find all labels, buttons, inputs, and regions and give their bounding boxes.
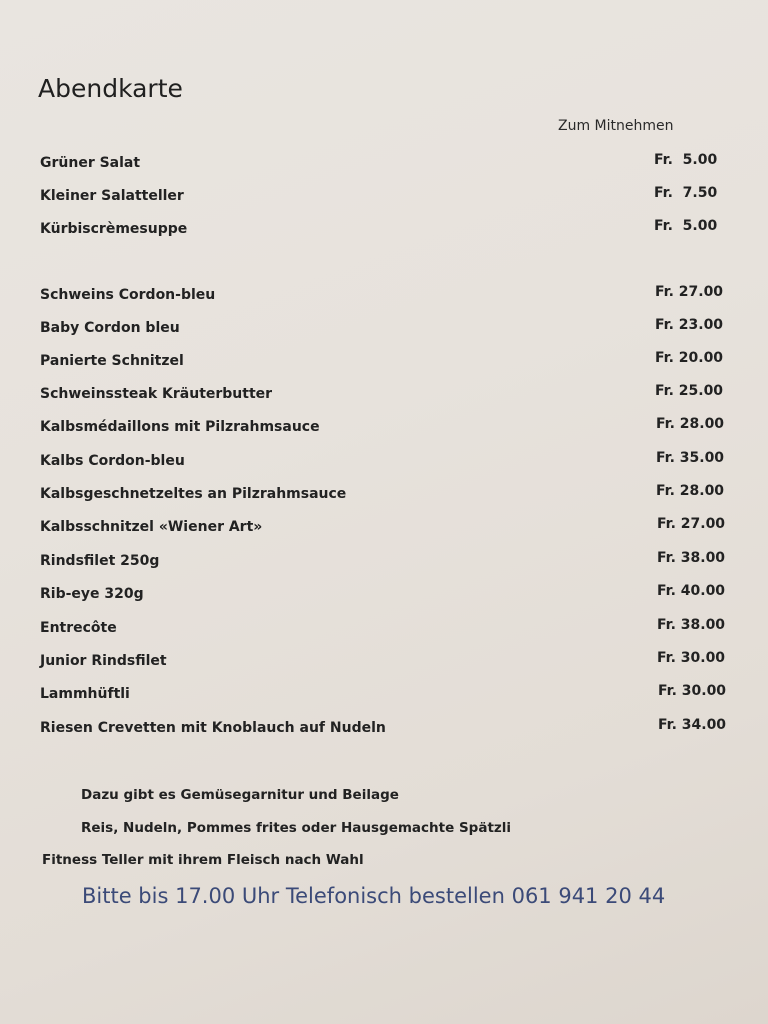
menu-item: [40, 284, 730, 309]
menu-item: [40, 218, 730, 243]
menu-item-price: Fr. 28.00: [656, 483, 725, 499]
menu-item-name: Entrecôte: [40, 620, 117, 636]
menu-item-price: Fr. 27.00: [655, 284, 724, 300]
menu-item-price: Fr. 28.00: [656, 416, 725, 432]
menu-item-price: Fr. 20.00: [655, 350, 724, 366]
menu-item-price: Fr. 40.00: [657, 583, 726, 599]
side-dish-note: Dazu gibt es Gemüsegarnitur und Beilage: [81, 787, 399, 803]
menu-item-name: Kalbsgeschnetzeltes an Pilzrahmsauce: [40, 486, 347, 502]
menu-item-price: Fr. 5.00: [654, 218, 718, 234]
takeaway-column-header: Zum Mitnehmen: [558, 118, 674, 134]
menu-item: [40, 583, 730, 608]
menu-item-name: Schweins Cordon-bleu: [40, 287, 216, 303]
menu-item-name: Panierte Schnitzel: [40, 353, 184, 369]
menu-item-price: Fr. 38.00: [657, 550, 726, 566]
menu-item: [40, 550, 730, 575]
order-instructions: Bitte bis 17.00 Uhr Telefonisch bestellen 061 941 20 44: [82, 884, 666, 908]
menu-item-price: Fr. 34.00: [658, 717, 727, 733]
menu-item-name: Kalbs Cordon-bleu: [40, 453, 185, 469]
menu-item-name: Schweinssteak Kräuterbutter: [40, 386, 273, 402]
menu-item-name: Kalbsmédaillons mit Pilzrahmsauce: [40, 419, 320, 435]
menu-item-name: Junior Rindsfilet: [40, 653, 167, 669]
menu-item-price: Fr. 23.00: [655, 317, 724, 333]
menu-item: [40, 483, 730, 508]
menu-item: [40, 317, 730, 342]
menu-item-name: Rindsfilet 250g: [40, 553, 160, 569]
menu-item-name: Lammhüftli: [40, 686, 130, 702]
menu-item: [40, 185, 730, 210]
menu-item-price: Fr. 25.00: [655, 383, 724, 399]
menu-item: [40, 450, 730, 475]
menu-item-price: Fr. 38.00: [657, 617, 726, 633]
menu-title: Abendkarte: [38, 74, 183, 103]
menu-item-name: Riesen Crevetten mit Knoblauch auf Nudeln: [40, 720, 386, 736]
menu-item-price: Fr. 30.00: [657, 650, 726, 666]
menu-item-price: Fr. 27.00: [657, 516, 726, 532]
menu-item-name: Kalbsschnitzel «Wiener Art»: [40, 519, 263, 535]
menu-item: [40, 152, 730, 177]
menu-item-name: Baby Cordon bleu: [40, 320, 180, 336]
menu-item-name: Kürbiscrèmesuppe: [40, 221, 188, 237]
menu-item: [40, 350, 730, 375]
side-options-note: Reis, Nudeln, Pommes frites oder Hausgemachte Spätzli: [81, 820, 512, 836]
menu-item: [40, 717, 730, 742]
menu-item-name: Rib-eye 320g: [40, 586, 144, 602]
menu-item-price: Fr. 35.00: [656, 450, 725, 466]
menu-item: [40, 383, 730, 408]
menu-item-name: Kleiner Salatteller: [40, 188, 184, 204]
menu-item: [40, 516, 730, 541]
menu-item: [40, 617, 730, 642]
menu-item: [40, 683, 730, 708]
menu-item: [40, 416, 730, 441]
fitness-plate-note: Fitness Teller mit ihrem Fleisch nach Wahl: [42, 852, 364, 868]
menu-item-name: Grüner Salat: [40, 155, 141, 171]
menu-item: [40, 650, 730, 675]
menu-item-price: Fr. 30.00: [658, 683, 727, 699]
menu-item-price: Fr. 5.00: [654, 152, 718, 168]
menu-item-price: Fr. 7.50: [654, 185, 718, 201]
